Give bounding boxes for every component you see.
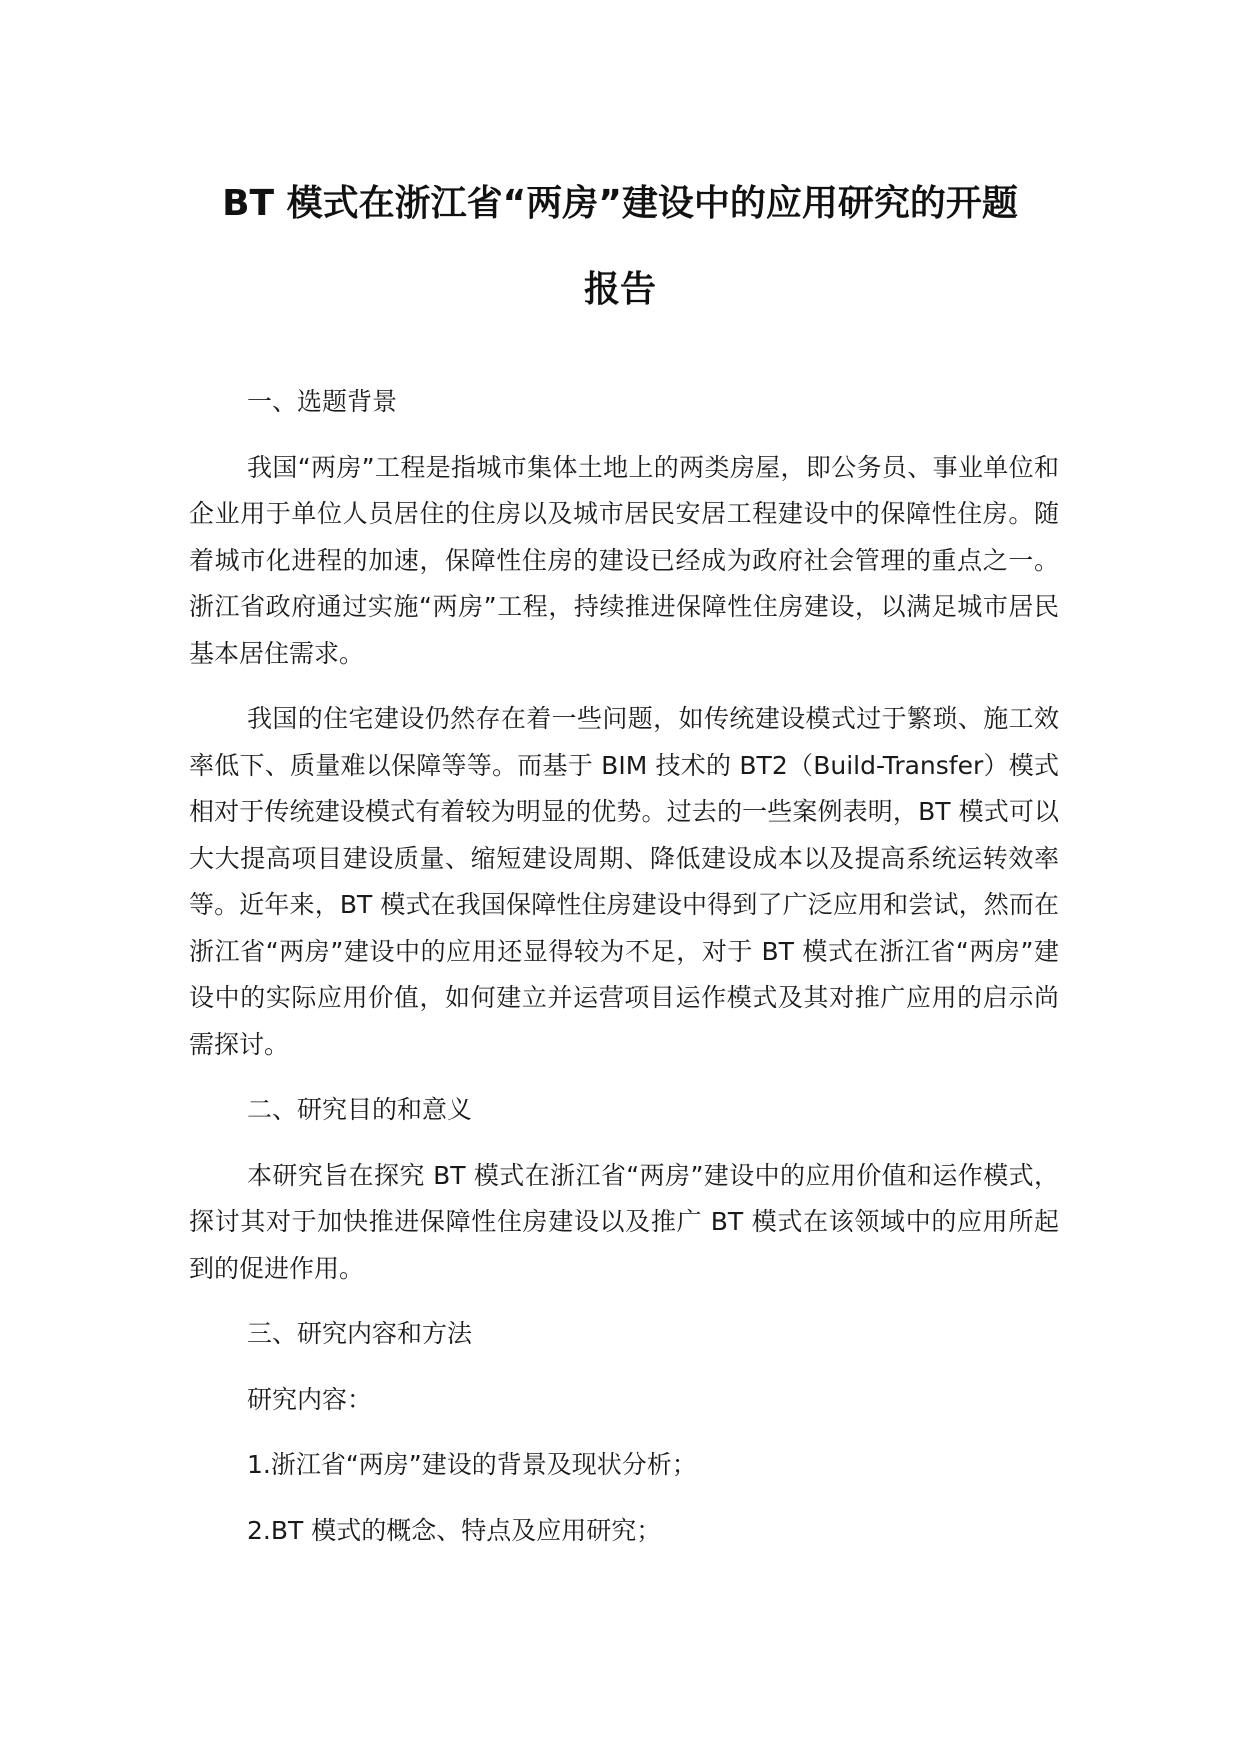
list-item: 2.BT 模式的概念、特点及应用研究； xyxy=(247,1515,662,1545)
section-2-heading: 二、研究目的和意义 xyxy=(247,1095,473,1124)
section-1-paragraph-1: 我国“两房”工程是指城市集体土地上的两类房屋，即公务员、事业单位和企业用于单位人员居住的住房以及城市居民安居工程建设中的保障性住房。随着城市化进程的加速，保障性住房的建设已经成为政府社会管理的重点之一。浙江省政府通过实施“两房”工程，持续推进保障性住房建设，以满足城市居民基本居住需求。 xyxy=(189,452,1059,668)
section-1-heading: 一、选题背景 xyxy=(247,387,398,416)
list-item: 1.浙江省“两房”建设的背景及现状分析； xyxy=(247,1450,697,1479)
section-3-heading: 三、研究内容和方法 xyxy=(247,1319,473,1348)
document-body xyxy=(189,379,1059,1573)
section-3-subheading: 研究内容： xyxy=(247,1384,373,1414)
document-title-line-2: 报告 xyxy=(583,269,656,310)
section-1-paragraph-2: 我国的住宅建设仍然存在着一些问题，如传统建设模式过于繁琐、施工效率低下、质量难以保障等等。而基于 BIM 技术的 BT2（Build-Transfer）模式相对于传统建设模式有着较为明显的优势。过去的一些案例表明，BT 模式可以大大提高项目建设质量、缩短建设周期、降低建设成本以及提高系统运转效率等。近年来，BT 模式在我国保障性住房建设中得到了广泛应用和尝试，然而在浙江省“两房”建设中的应用还显得较为不足，对于 BT 模式在浙江省“两房”建设中的实际应用价值，如何建立并运营项目运作模式及其对推广应用的启示尚需探讨。 xyxy=(189,704,1059,1059)
document-title-line-1: BT 模式在浙江省“两房”建设中的应用研究的开题 xyxy=(222,183,1018,224)
section-2-paragraph-1: 本研究旨在探究 BT 模式在浙江省“两房”建设中的应用价值和运作模式，探讨其对于加快推进保障性住房建设以及推广 BT 模式在该领域中的应用所起到的促进作用。 xyxy=(189,1160,1059,1283)
